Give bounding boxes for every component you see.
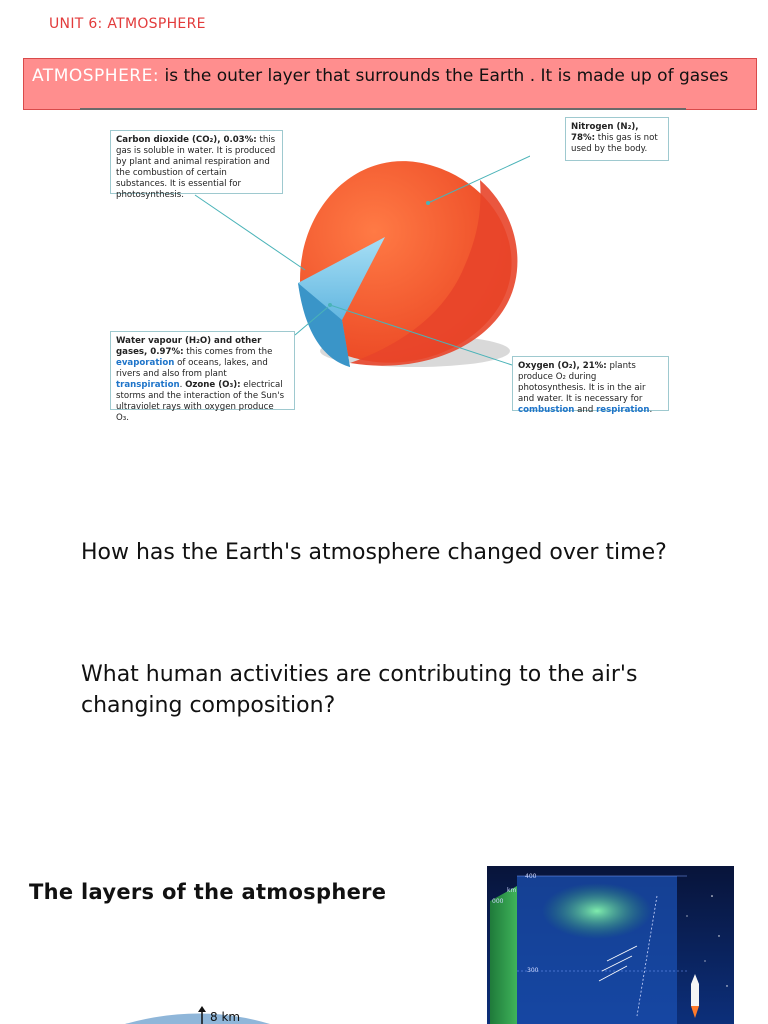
- divider-line: [80, 108, 686, 110]
- combustion-link: combustion: [518, 405, 575, 415]
- star: [718, 935, 719, 936]
- definition-box: [23, 58, 757, 110]
- label-8km: 8 km: [210, 1010, 241, 1024]
- callout-n2-title: Nitrogen (N₂), 78%:: [571, 122, 639, 143]
- unit-heading: UNIT 6: ATMOSPHERE: [49, 16, 206, 32]
- callout-h2o-title: Water vapour (H₂O) and other gases, 0.97%:: [116, 336, 262, 357]
- callout-oxygen: [512, 356, 669, 415]
- evaporation-link: evaporation: [116, 358, 175, 368]
- atmosphere-layers-image: [487, 866, 734, 1024]
- dot-o2: [328, 303, 332, 307]
- green-layer-band: [490, 886, 517, 1024]
- star: [686, 915, 687, 916]
- definition-term: ATMOSPHERE:: [32, 66, 160, 86]
- callout-o2-body1: plants produce O₂ during photosynthesis. It is in the air and water. It is necessary for: [518, 361, 646, 404]
- question-human-activities: What human activities are contributing to the air's changing composition?: [81, 662, 638, 718]
- label-000: 000: [492, 898, 504, 905]
- callout-o2-body3: .: [649, 405, 653, 415]
- arrow-head: [198, 1006, 206, 1012]
- atmosphere-layers-diagram-partial: [120, 1005, 280, 1024]
- aurora: [542, 883, 652, 939]
- star: [704, 960, 705, 961]
- callout-h2o-body4: electrical storms and the interaction of the Sun's ultraviolet rays with oxygen produce O₃.: [116, 380, 285, 423]
- star: [726, 985, 727, 986]
- callout-o2-body2: and: [574, 405, 597, 415]
- respiration-link: respiration: [596, 405, 650, 415]
- callout-ozone-title: Ozone (O₃):: [185, 380, 241, 390]
- callout-n2-body: this gas is not used by the body.: [571, 133, 658, 154]
- question-atmosphere-change: How has the Earth's atmosphere changed over time?: [81, 540, 667, 565]
- label-km: km: [507, 887, 517, 894]
- callout-co2-title: Carbon dioxide (CO₂), 0.03%:: [116, 135, 257, 145]
- label-300: 300: [527, 967, 539, 974]
- callout-h2o-body2: of oceans, lakes, and rivers and also from plant: [116, 358, 268, 379]
- label-400: 400: [525, 873, 537, 880]
- transpiration-link: transpiration: [116, 380, 180, 390]
- leader-co2: [195, 195, 305, 270]
- layers-title: The layers of the atmosphere: [29, 880, 387, 904]
- callout-water-vapour: [110, 331, 295, 423]
- dot-n2: [426, 201, 430, 205]
- callout-carbon-dioxide: [110, 130, 283, 200]
- callout-h2o-body1: this comes from the: [183, 347, 273, 357]
- callout-nitrogen: [565, 117, 669, 161]
- callout-h2o-body3: .: [179, 380, 186, 390]
- definition-text: is the outer layer that surrounds the Earth . It is made up of gases: [159, 66, 729, 86]
- star: [711, 895, 713, 897]
- earth-arc: [125, 1014, 270, 1024]
- callout-o2-title: Oxygen (O₂), 21%:: [518, 361, 607, 371]
- callout-co2-body: this gas is soluble in water. It is produced by plant and animal respiration and the combustion of certain substances. It is essential for photosynthesis.: [116, 135, 276, 200]
